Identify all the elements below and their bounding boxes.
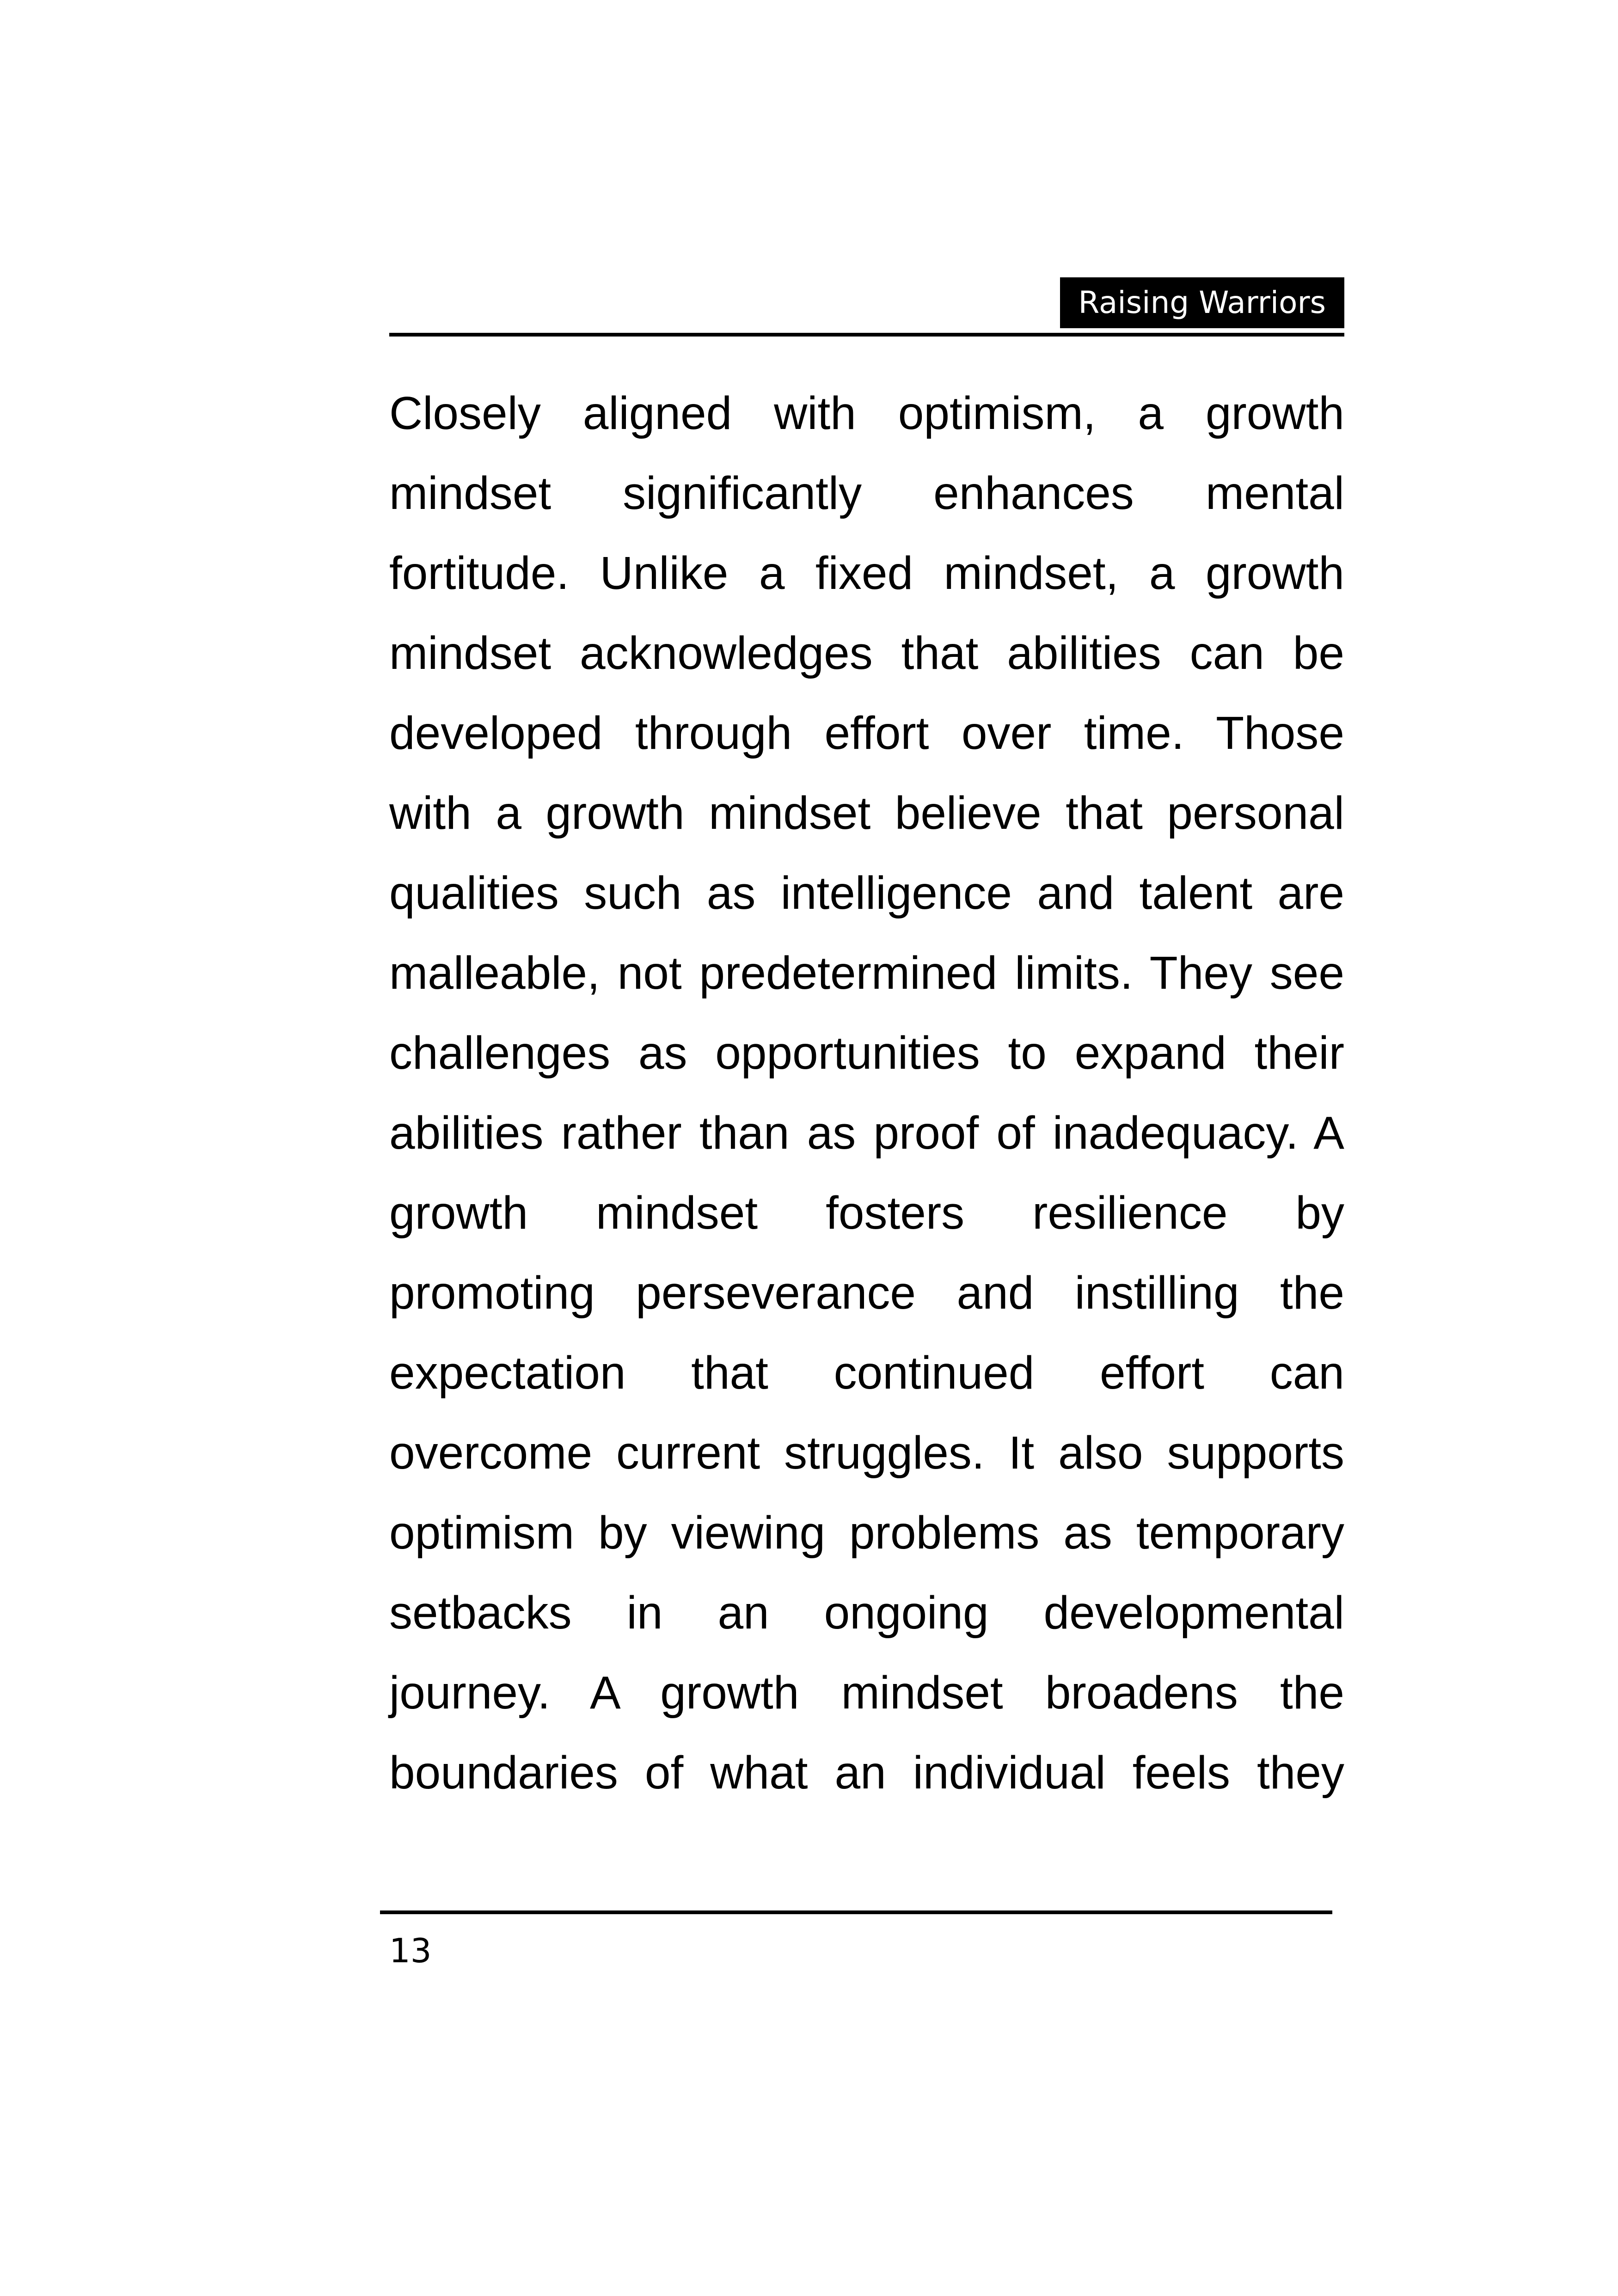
running-title: Raising Warriors xyxy=(1060,277,1344,328)
text-line: with a growth mindset believe that personal xyxy=(389,787,1344,839)
text-line: promoting perseverance and instilling the xyxy=(389,1267,1344,1319)
text-line: mindset significantly enhances mental xyxy=(389,467,1344,519)
text-line: growth mindset fosters resilience by xyxy=(389,1187,1344,1239)
text-line: Closely aligned with optimism, a growth xyxy=(389,387,1344,439)
body-paragraph xyxy=(389,373,1344,1813)
text-line: challenges as opportunities to expand their xyxy=(389,1027,1344,1079)
header-rule xyxy=(389,333,1344,337)
text-line: abilities rather than as proof of inadequacy. A xyxy=(389,1107,1344,1159)
footer-rule xyxy=(380,1910,1332,1914)
running-header xyxy=(389,277,1344,337)
page-number: 13 xyxy=(389,1931,432,1970)
text-line: mindset acknowledges that abilities can be xyxy=(389,627,1344,679)
text-line: expectation that continued effort can xyxy=(389,1347,1344,1399)
text-line: boundaries of what an individual feels they xyxy=(389,1747,1344,1799)
text-line: optimism by viewing problems as temporary xyxy=(389,1507,1344,1559)
text-line: overcome current struggles. It also supports xyxy=(389,1427,1344,1479)
text-line: developed through effort over time. Those xyxy=(389,707,1344,759)
text-line: malleable, not predetermined limits. They see xyxy=(389,947,1344,999)
text-line: fortitude. Unlike a fixed mindset, a growth xyxy=(389,547,1344,599)
text-line: setbacks in an ongoing developmental xyxy=(389,1587,1344,1639)
text-line: qualities such as intelligence and talent are xyxy=(389,867,1344,919)
text-line: journey. A growth mindset broadens the xyxy=(389,1667,1344,1719)
